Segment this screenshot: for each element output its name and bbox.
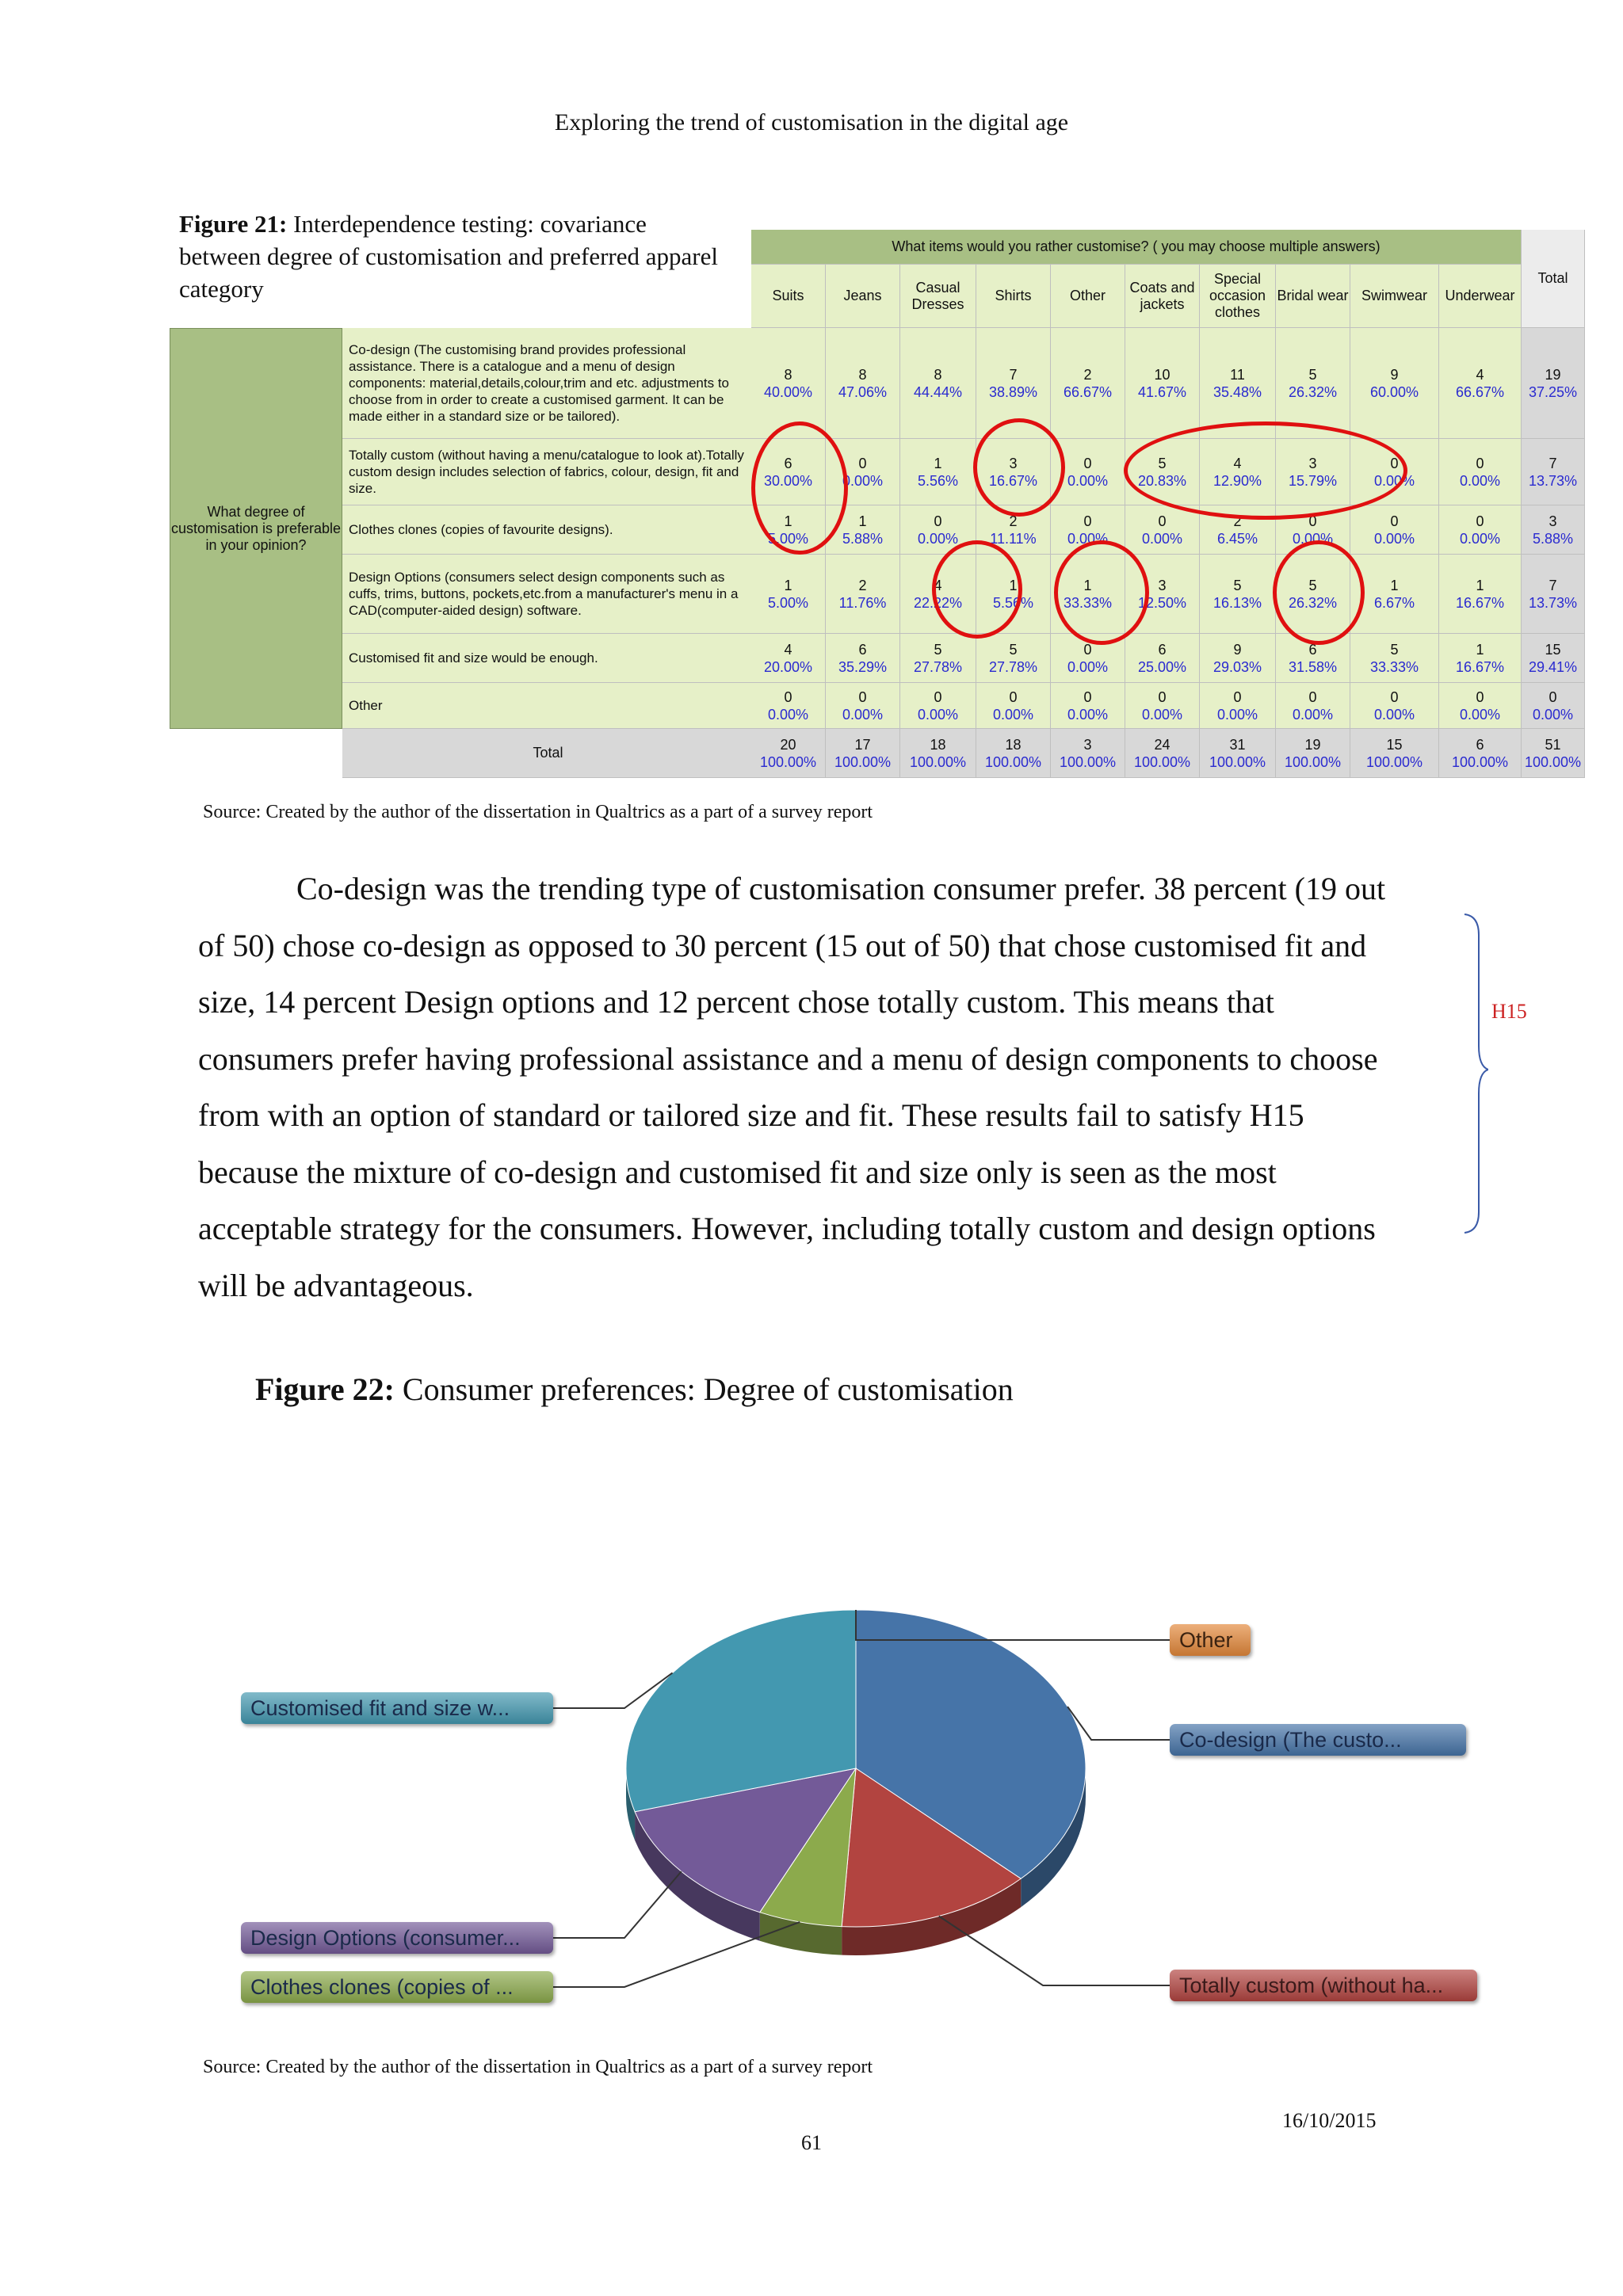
cell-count: 0 (1390, 513, 1399, 529)
cell-count: 2 (1009, 513, 1018, 529)
cell-percent: 38.89% (988, 383, 1038, 400)
cell-count: 3 (1308, 455, 1317, 471)
cell-percent: 6.45% (1216, 530, 1258, 547)
cell-count: 1 (1476, 577, 1484, 593)
cell-count: 0 (1476, 688, 1484, 705)
cell-percent: 0.00% (1373, 530, 1415, 547)
cell-count: 0 (934, 688, 942, 705)
cell-percent: 66.67% (1455, 383, 1505, 400)
cell-percent: 0.00% (1373, 706, 1415, 723)
figure-21-source: Source: Created by the author of the dissertation in Qualtrics as a part of a survey report (203, 802, 873, 822)
cell-count: 6 (1476, 736, 1484, 753)
cell-percent: 60.00% (1369, 383, 1419, 400)
table-cell (1200, 634, 1276, 683)
table-cell (826, 328, 900, 439)
pie-label: Clothes clones (copies of ... (241, 1971, 553, 2003)
total-row-label: Total (342, 729, 754, 778)
paragraph-line: acceptable strategy for the consumers. However, including totally custom and design options (198, 1211, 1376, 1246)
row-group-label: What degree of customisation is preferable in your opinion? (170, 328, 342, 729)
row-label: Totally custom (without having a menu/catalogue to look at).Totally custom design includes selection of fabrics, colour, design, fit and size. (342, 439, 754, 505)
cell-percent: 35.29% (838, 658, 888, 675)
cell-count: 0 (1083, 641, 1092, 658)
cell-percent: 5.00% (767, 594, 809, 611)
table-cell (1439, 439, 1522, 505)
cell-percent: 100.00% (834, 753, 892, 770)
cell-percent: 27.78% (913, 658, 963, 675)
cell-count: 15 (1545, 641, 1561, 658)
cell-percent: 47.06% (838, 383, 888, 400)
cell-count: 0 (784, 688, 792, 705)
cell-percent: 5.56% (992, 594, 1034, 611)
cell-count: 20 (780, 736, 796, 753)
cell-percent: 35.48% (1212, 383, 1262, 400)
pie-chart (222, 1577, 1506, 2020)
table-cell (826, 555, 900, 634)
cell-percent: 26.32% (1288, 594, 1338, 611)
total-cell (751, 729, 826, 778)
cell-percent: 0.00% (1292, 706, 1334, 723)
margin-brace-icon (1457, 911, 1488, 1236)
cell-count: 0 (1476, 455, 1484, 471)
cell-count: 6 (1308, 641, 1317, 658)
cell-percent: 25.00% (1137, 658, 1187, 675)
row-label: Co-design (The customising brand provides professional assistance. There is a catalogue and a menu of design components: material,details,colour,trim and etc. adjustments to choose from in order to create a customised garment. It can be made either in a standard size or be tailored). (342, 328, 754, 439)
cell-count: 18 (930, 736, 946, 753)
cell-count: 0 (1083, 688, 1092, 705)
cell-count: 4 (934, 577, 942, 593)
cell-count: 0 (1158, 688, 1167, 705)
cell-percent: 11.76% (838, 594, 887, 611)
cell-percent: 100.00% (1059, 753, 1117, 770)
cell-percent: 0.00% (1067, 658, 1109, 675)
table-cell (900, 634, 976, 683)
cell-count: 1 (1083, 577, 1092, 593)
table-cell (1125, 505, 1200, 555)
cell-count: 6 (784, 455, 792, 471)
cell-count: 0 (858, 455, 867, 471)
cell-count: 0 (934, 513, 942, 529)
cell-count: 2 (1083, 366, 1092, 383)
cell-percent: 0.00% (1067, 530, 1109, 547)
cell-count: 8 (858, 366, 867, 383)
figure-22-source: Source: Created by the author of the dissertation in Qualtrics as a part of a survey report (203, 2057, 873, 2077)
running-head: Exploring the trend of customisation in the digital age (554, 109, 1069, 135)
table-cell (751, 683, 826, 729)
column-header: Other (1051, 265, 1125, 328)
total-cell (1200, 729, 1276, 778)
cell-percent: 0.00% (1067, 706, 1109, 723)
cell-percent: 66.67% (1063, 383, 1113, 400)
cell-count: 19 (1545, 366, 1561, 383)
table-cell (900, 328, 976, 439)
cell-percent: 0.00% (767, 706, 809, 723)
pie-label: Other (1170, 1624, 1251, 1656)
highlight-circle (973, 418, 1065, 517)
cell-percent: 6.67% (1373, 594, 1415, 611)
cell-percent: 20.00% (763, 658, 813, 675)
figure-21-caption-text: Interdependence testing: covariance between degree of customisation and preferred apparel category (179, 210, 718, 303)
total-cell (826, 729, 900, 778)
table-cell (1439, 328, 1522, 439)
cell-count: 9 (1233, 641, 1242, 658)
highlight-circle (1054, 540, 1149, 645)
cell-count: 2 (1233, 513, 1242, 529)
cell-count: 5 (1233, 577, 1242, 593)
table-cell (1125, 634, 1200, 683)
table-cell (900, 439, 976, 505)
cell-percent: 0.00% (992, 706, 1034, 723)
paragraph-line: will be advantageous. (198, 1267, 474, 1303)
row-label: Clothes clones (copies of favourite designs). (342, 505, 754, 555)
total-cell (1522, 729, 1585, 778)
cell-percent: 5.00% (767, 530, 809, 547)
cell-count: 1 (858, 513, 867, 529)
cell-percent: 41.67% (1137, 383, 1187, 400)
cell-percent: 26.32% (1288, 383, 1338, 400)
table-cell (1439, 634, 1522, 683)
pie-label: Design Options (consumer... (241, 1922, 553, 1954)
cell-count: 17 (854, 736, 871, 753)
pie-label: Totally custom (without ha... (1170, 1970, 1477, 2001)
table-cell (1350, 505, 1439, 555)
cell-percent: 16.13% (1212, 594, 1262, 611)
cell-percent: 0.00% (917, 706, 959, 723)
cell-percent: 5.88% (1532, 530, 1574, 547)
cell-count: 31 (1229, 736, 1246, 753)
cell-percent: 100.00% (909, 753, 967, 770)
cell-percent: 37.25% (1528, 383, 1578, 400)
highlight-circle (932, 540, 1022, 639)
cell-percent: 12.50% (1137, 594, 1187, 611)
column-header: Shirts (976, 265, 1051, 328)
page-number: 61 (801, 2131, 822, 2154)
column-header: Suits (751, 265, 826, 328)
cell-count: 24 (1154, 736, 1170, 753)
cell-count: 15 (1386, 736, 1403, 753)
cell-count: 1 (784, 513, 792, 529)
cell-count: 19 (1304, 736, 1321, 753)
cell-count: 51 (1545, 736, 1561, 753)
cell-percent: 0.00% (1141, 530, 1183, 547)
cell-percent: 100.00% (1451, 753, 1509, 770)
cell-count: 5 (1158, 455, 1167, 471)
cell-percent: 33.33% (1369, 658, 1419, 675)
cell-percent: 5.56% (917, 472, 959, 489)
cell-percent: 0.00% (1459, 472, 1501, 489)
figure-22-label: Figure 22: (255, 1371, 395, 1407)
total-cell (976, 729, 1051, 778)
cell-percent: 0.00% (1532, 706, 1574, 723)
column-header: Casual Dresses (900, 265, 976, 328)
table-cell (1051, 683, 1125, 729)
table-cell (900, 683, 976, 729)
table-cell (1125, 328, 1200, 439)
cell-count: 0 (1083, 513, 1092, 529)
table-cell (1522, 683, 1585, 729)
table-cell (1125, 683, 1200, 729)
cell-count: 8 (784, 366, 792, 383)
cell-count: 0 (1009, 688, 1018, 705)
cell-percent: 22.22% (913, 594, 963, 611)
total-cell (1350, 729, 1439, 778)
row-label: Other (342, 683, 754, 729)
cell-count: 3 (1083, 736, 1092, 753)
cell-count: 1 (1476, 641, 1484, 658)
highlight-circle (751, 421, 848, 555)
figure-22-caption-text: Consumer preferences: Degree of customisation (402, 1371, 1014, 1407)
paragraph-line: from with an option of standard or tailored size and fit. These results fail to satisfy H15 (198, 1097, 1304, 1133)
cell-percent: 13.73% (1528, 594, 1578, 611)
table-cell (1350, 328, 1439, 439)
cell-percent: 40.00% (763, 383, 813, 400)
cell-count: 3 (1549, 513, 1557, 529)
column-header: Jeans (826, 265, 900, 328)
cell-percent: 16.67% (988, 472, 1038, 489)
cell-percent: 30.00% (763, 472, 813, 489)
column-header: Special occasion clothes (1200, 265, 1276, 328)
column-header: Bridal wear (1276, 265, 1350, 328)
cell-count: 0 (1308, 513, 1317, 529)
table-cell (826, 634, 900, 683)
cell-count: 11 (1230, 366, 1245, 383)
cell-count: 1 (934, 455, 942, 471)
cell-count: 9 (1390, 366, 1399, 383)
cell-count: 5 (1390, 641, 1399, 658)
column-header: Underwear (1439, 265, 1522, 328)
cell-count: 5 (934, 641, 942, 658)
cell-percent: 29.41% (1528, 658, 1578, 675)
cell-count: 0 (1233, 688, 1242, 705)
cell-count: 4 (784, 641, 792, 658)
cell-percent: 100.00% (1133, 753, 1191, 770)
table-cell (1522, 634, 1585, 683)
table-cell (751, 555, 826, 634)
cell-percent: 100.00% (1524, 753, 1582, 770)
cell-count: 2 (858, 577, 867, 593)
cell-count: 0 (1390, 688, 1399, 705)
total-cell (900, 729, 976, 778)
cell-count: 5 (1308, 577, 1317, 593)
table-cell (1276, 683, 1350, 729)
paragraph-line: consumers prefer having professional assistance and a menu of design components to choose (198, 1040, 1378, 1077)
cell-percent: 0.00% (1292, 530, 1334, 547)
cell-percent: 31.58% (1288, 658, 1338, 675)
cell-percent: 33.33% (1063, 594, 1113, 611)
cell-count: 0 (1476, 513, 1484, 529)
cell-percent: 100.00% (759, 753, 817, 770)
cell-count: 6 (1158, 641, 1167, 658)
figure-21-label: Figure 21: (179, 210, 288, 238)
total-cell (1125, 729, 1200, 778)
table-cell (751, 634, 826, 683)
cell-percent: 0.00% (1373, 472, 1415, 489)
table-cell (1522, 439, 1585, 505)
table-cell (1439, 555, 1522, 634)
cell-count: 10 (1154, 366, 1170, 383)
pie-label: Customised fit and size w... (241, 1692, 553, 1724)
cell-count: 3 (1158, 577, 1167, 593)
cell-count: 0 (1158, 513, 1167, 529)
column-header: Total (1522, 230, 1585, 328)
cell-percent: 0.00% (1459, 530, 1501, 547)
table-cell (826, 683, 900, 729)
cell-percent: 100.00% (1209, 753, 1266, 770)
cell-count: 5 (1009, 641, 1018, 658)
table-cell (976, 634, 1051, 683)
cell-percent: 0.00% (917, 530, 959, 547)
cell-percent: 100.00% (1365, 753, 1423, 770)
highlight-circle (1124, 421, 1407, 520)
cell-percent: 44.44% (913, 383, 963, 400)
highlight-circle (1273, 540, 1365, 645)
row-label: Design Options (consumers select design components such as cuffs, trims, buttons, pockets,etc.from a manufacturer's menu in a CAD(computer-aided design) software. (342, 555, 754, 634)
cell-percent: 0.00% (1216, 706, 1258, 723)
total-cell (1276, 729, 1350, 778)
pie-label: Co-design (The custo... (1170, 1724, 1466, 1756)
cell-count: 18 (1005, 736, 1022, 753)
cell-count: 4 (1476, 366, 1484, 383)
cell-percent: 5.88% (842, 530, 884, 547)
figure-21-caption (179, 208, 718, 305)
cell-percent: 0.00% (842, 706, 884, 723)
cell-count: 0 (858, 688, 867, 705)
table-cell (976, 683, 1051, 729)
cell-count: 0 (1308, 688, 1317, 705)
cell-percent: 100.00% (984, 753, 1042, 770)
cell-percent: 16.67% (1455, 594, 1505, 611)
paragraph-line: of 50) chose co-design as opposed to 30 percent (15 out of 50) that chose customised fit and (198, 927, 1367, 963)
total-cell (1051, 729, 1125, 778)
table-cell (1200, 683, 1276, 729)
cell-percent: 0.00% (1067, 472, 1109, 489)
paragraph-line: size, 14 percent Design options and 12 percent chose totally custom. This means that (198, 984, 1274, 1020)
cell-percent: 100.00% (1284, 753, 1342, 770)
cell-percent: 15.79% (1288, 472, 1338, 489)
margin-note-h15: H15 (1491, 1000, 1527, 1023)
leader-line (1067, 1707, 1170, 1740)
table-cell (1522, 505, 1585, 555)
cell-count: 7 (1549, 577, 1557, 593)
table-cell (1522, 555, 1585, 634)
table-cell (1350, 683, 1439, 729)
cell-percent: 16.67% (1455, 658, 1505, 675)
table-cell (1439, 505, 1522, 555)
footer-date: 16/10/2015 (1282, 2109, 1377, 2132)
cell-percent: 12.90% (1212, 472, 1262, 489)
table-cell (1350, 634, 1439, 683)
cell-count: 1 (1390, 577, 1399, 593)
cell-percent: 11.11% (990, 530, 1037, 547)
cell-count: 5 (1308, 366, 1317, 383)
body-paragraph (198, 860, 1450, 1314)
column-header: Swimwear (1350, 265, 1439, 328)
cell-count: 1 (784, 577, 792, 593)
cell-count: 7 (1549, 455, 1557, 471)
cell-count: 4 (1233, 455, 1242, 471)
table-cell (1200, 555, 1276, 634)
table-top-header: What items would you rather customise? ( you may choose multiple answers) (751, 230, 1522, 265)
cell-count: 0 (1390, 455, 1399, 471)
cell-percent: 13.73% (1528, 472, 1578, 489)
cell-percent: 0.00% (842, 472, 884, 489)
cell-count: 8 (934, 366, 942, 383)
cell-percent: 29.03% (1212, 658, 1262, 675)
cell-percent: 20.83% (1137, 472, 1187, 489)
paragraph-line: Co-design was the trending type of customisation consumer prefer. 38 percent (19 out (296, 871, 1386, 906)
cell-count: 7 (1009, 366, 1018, 383)
total-cell (1439, 729, 1522, 778)
row-label: Customised fit and size would be enough. (342, 634, 754, 683)
paragraph-line: because the mixture of co-design and customised fit and size only is seen as the most (198, 1154, 1277, 1190)
cell-count: 6 (858, 641, 867, 658)
cell-count: 3 (1009, 455, 1018, 471)
cell-count: 1 (1009, 577, 1018, 593)
table-cell (1439, 683, 1522, 729)
cell-percent: 27.78% (988, 658, 1038, 675)
table-cell (1051, 328, 1125, 439)
cell-count: 0 (1549, 688, 1557, 705)
cell-percent: 0.00% (1459, 706, 1501, 723)
cell-count: 0 (1083, 455, 1092, 471)
cell-percent: 0.00% (1141, 706, 1183, 723)
column-header: Coats and jackets (1125, 265, 1200, 328)
figure-22-caption (255, 1371, 1014, 1408)
table-cell (1522, 328, 1585, 439)
